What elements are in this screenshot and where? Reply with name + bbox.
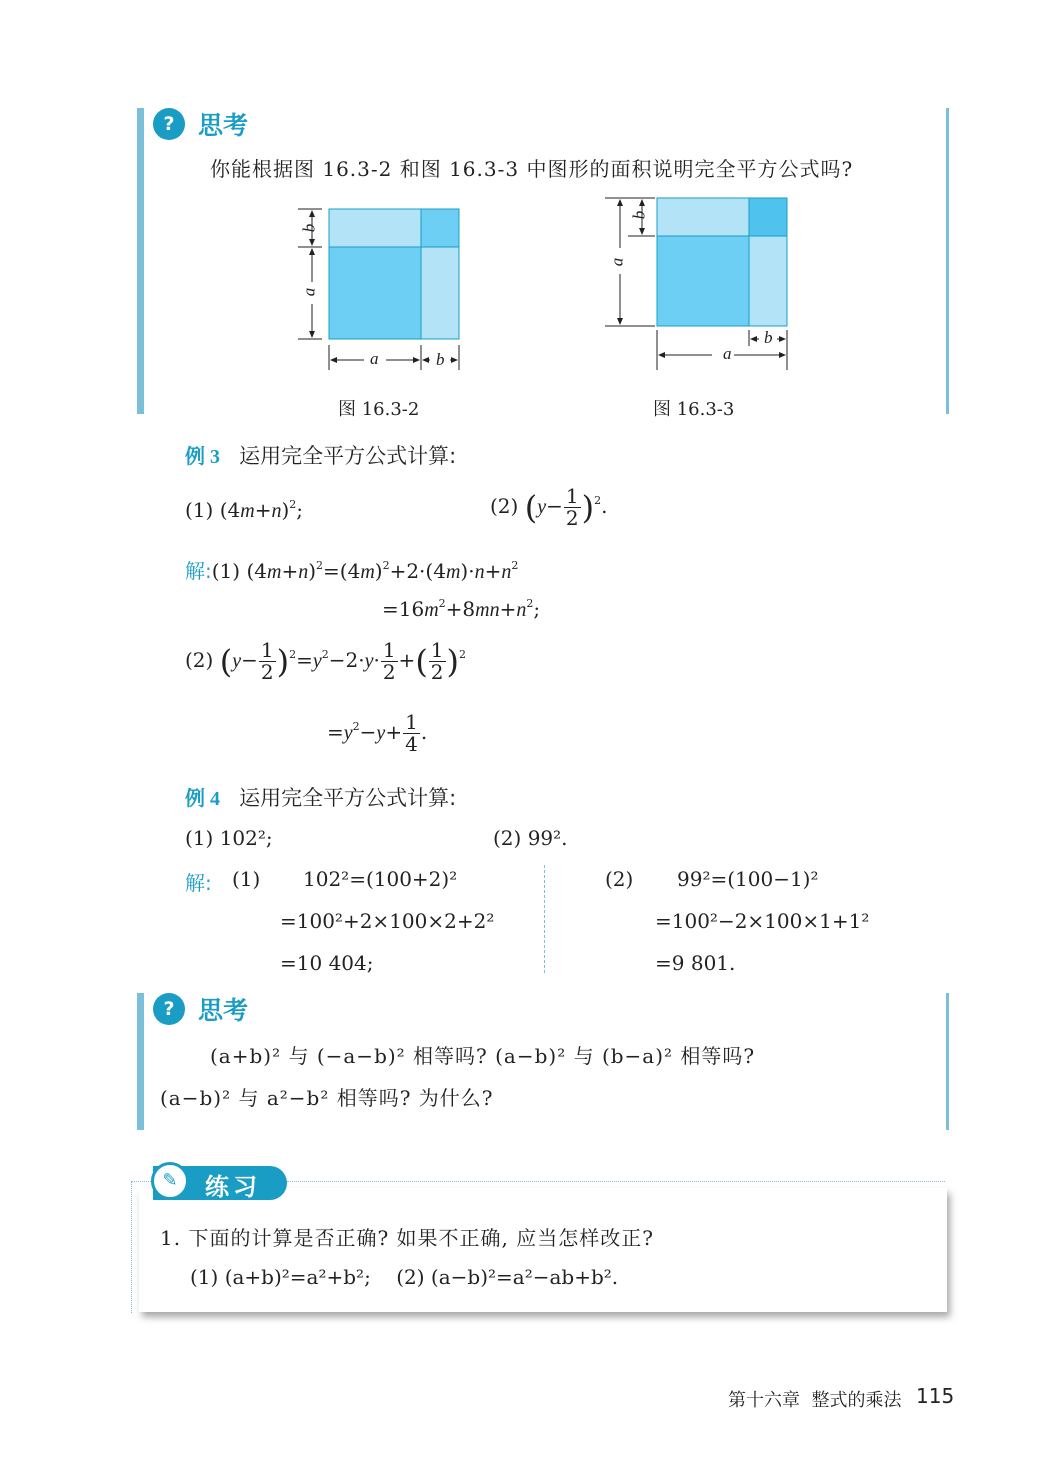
example-3-solution-2: (2) (y− $\frac{1}{2}$ )$^2=y^2-2\cdot y\cdot$ $\frac{1}{2}$ +( $\frac{1}{2}$ )$^2$ — [185, 638, 467, 684]
solution-divider — [544, 865, 545, 973]
practice-left-rule — [131, 1181, 153, 1182]
example-4-prompt: 运用完全平方公式计算: — [239, 786, 457, 810]
pencil-icon: ✎ — [151, 1162, 189, 1200]
rect-a-minus-b-square — [657, 236, 749, 326]
example-4-sol2-line-2: =100²−2×100×1+1² — [655, 909, 870, 933]
think-box-2-right-bar — [946, 993, 949, 1130]
example-4-sol2-line-1: 99²=(100−1)² — [677, 867, 819, 891]
rect-a-by-b-right — [749, 236, 787, 326]
example-4-sol2-tag: (2) — [605, 867, 634, 891]
rect-b-square — [421, 209, 459, 247]
fig2-label-b-vertical: b — [629, 210, 649, 220]
think-box-1-left-bar — [137, 108, 144, 414]
rect-a-by-b-right — [421, 247, 459, 339]
example-4-solution-label: 解: — [185, 871, 212, 895]
example-3-prompt: 运用完全平方公式计算: — [239, 444, 457, 468]
fig2-label-a-vertical: a — [607, 257, 627, 267]
think-2-line-2: (a−b)² 与 a²−b² 相等吗? 为什么? — [160, 1086, 494, 1110]
example-4-sol1-tag: (1) — [232, 867, 261, 891]
think-box-1-right-bar — [946, 108, 949, 414]
example-4-label: 例 4 — [185, 788, 220, 810]
lightbulb-icon: ? — [153, 108, 185, 140]
example-4-item-2: (2) 99². — [493, 826, 568, 850]
example-4-sol1-line-2: =100²+2×100×2+2² — [280, 909, 495, 933]
fig1-label-a-vertical: a — [299, 287, 319, 297]
rect-b-square — [749, 198, 787, 236]
practice-top-rule — [287, 1181, 945, 1182]
footer-chapter: 第十六章 整式的乘法 — [728, 1390, 902, 1411]
lightbulb-icon: ? — [153, 993, 185, 1025]
example-3-item-1: (1) $(4m+n)^2$; — [185, 498, 304, 522]
fig1-caption: 图 16.3-2 — [338, 399, 420, 420]
fig1-label-b-vertical: b — [299, 223, 319, 233]
rect-b-by-a-top — [657, 198, 749, 236]
example-4-sol1-line-1: 102²=(100+2)² — [303, 867, 458, 891]
think-box-2-left-bar — [137, 993, 144, 1130]
practice-title: 练习 — [205, 1173, 261, 1201]
example-3-solution-1: 解:(1) $(4m+n)^2=(4m)^2+2\cdot(4m)\cdot n+n^2$ — [185, 559, 519, 583]
example-3-heading — [185, 440, 456, 470]
example-3-item-2: (2) (y− $\frac{1}{2}$ )$^2$. — [490, 484, 608, 530]
practice-question-1: 1. 下面的计算是否正确? 如果不正确, 应当怎样改正? — [160, 1226, 654, 1250]
practice-question-1-items: (1) (a+b)²=a²+b²; (2) (a−b)²=a²−ab+b². — [190, 1265, 619, 1289]
page-number: 115 — [916, 1384, 955, 1408]
think-2-line-1: (a+b)² 与 (−a−b)² 相等吗? (a−b)² 与 (b−a)² 相等吗? — [210, 1044, 756, 1068]
example-3-label: 例 3 — [185, 446, 220, 468]
example-4-item-1: (1) 102²; — [185, 826, 273, 850]
example-3-solution-1-line-2: $=16m^2+8mn+n^2$; — [382, 597, 541, 621]
fig2-label-a-horizontal: a — [723, 344, 732, 363]
example-3-solution-2-line-2: $=y^2-y+$ $\frac{1}{4}$ . — [327, 710, 428, 756]
example-4-heading — [185, 782, 456, 812]
think-question-1: 你能根据图 16.3-2 和图 16.3-3 中图形的面积说明完全平方公式吗? — [210, 157, 854, 181]
rect-a-square — [329, 247, 421, 339]
practice-left-edge — [131, 1181, 132, 1313]
fig1-label-a-horizontal: a — [370, 349, 379, 368]
example-4-sol1-line-3: =10 404; — [280, 951, 374, 975]
fig1-label-b-horizontal: b — [436, 350, 445, 369]
think-title-1: 思考 — [198, 111, 249, 140]
fig2-label-b-horizontal: b — [764, 328, 773, 347]
rect-b-by-a-top — [329, 209, 421, 247]
think-title-2: 思考 — [198, 996, 249, 1025]
fig2-caption: 图 16.3-3 — [653, 399, 735, 420]
example-4-sol2-line-3: =9 801. — [655, 951, 736, 975]
